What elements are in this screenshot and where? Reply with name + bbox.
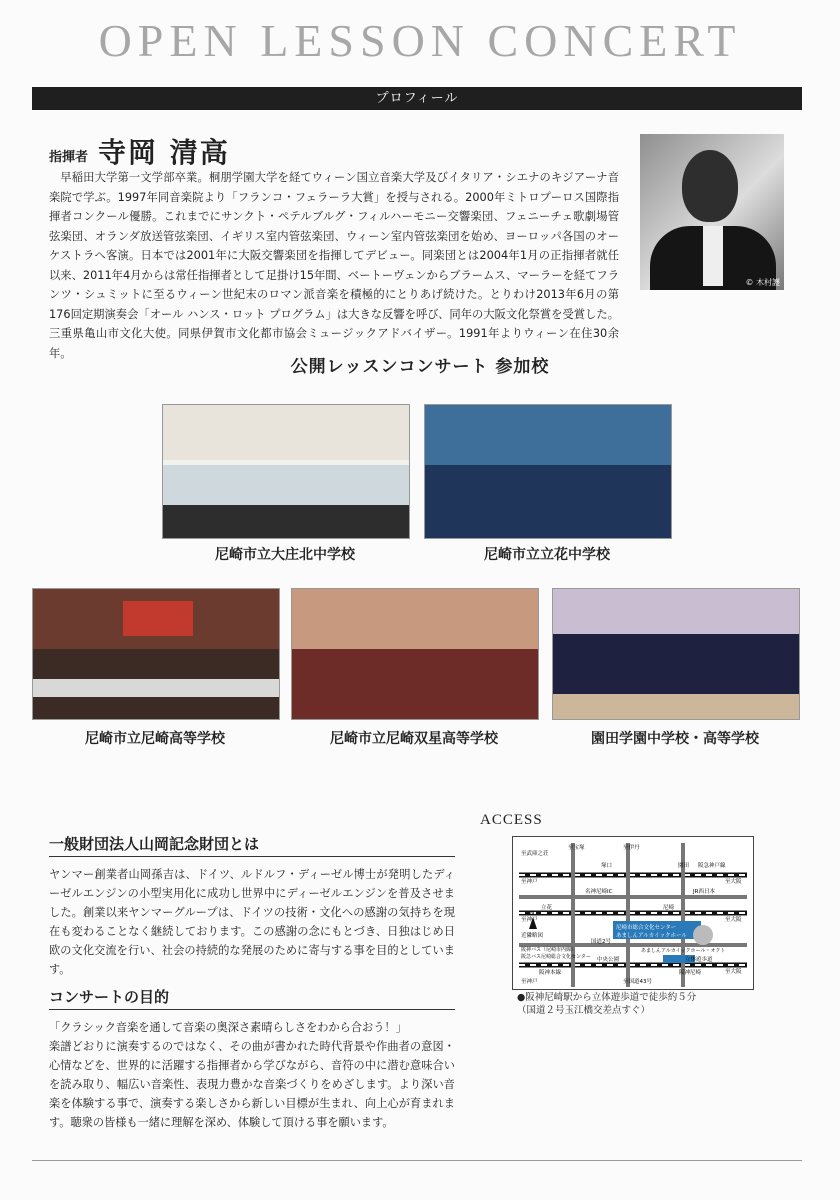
foundation-heading: 一般財団法人山岡記念財団とは: [49, 835, 260, 853]
school-photo-4: [291, 588, 539, 720]
map-pedestrian: 立体遊歩道: [685, 957, 713, 963]
school-caption-2: 尼崎市立立花中学校: [484, 547, 610, 563]
map-venue-2: あましんアルカイックホール: [616, 933, 687, 939]
photo-credit: © 木村護: [745, 278, 780, 287]
map-tachibana: 立花: [541, 905, 553, 911]
school-caption-3: 尼崎市立尼崎高等学校: [85, 731, 225, 747]
conductor-role: 指揮者: [49, 150, 89, 165]
conductor-portrait: [640, 134, 784, 290]
access-label: ACCESS: [480, 812, 543, 828]
school-caption-5: 園田学園中学校・高等学校: [591, 731, 759, 747]
map-hankyu: 阪急神戸線: [698, 863, 726, 869]
map-hanshin: 阪神本線: [539, 970, 562, 976]
venue-circle: [693, 925, 713, 945]
map-to-kobe-3: 至神戸: [521, 979, 538, 985]
school-photo-3: [32, 588, 280, 720]
school-photo-1: [162, 404, 410, 539]
map-jr: JR西日本: [693, 889, 715, 895]
school-photo-5: [552, 588, 800, 720]
map-route43: 至国道43号: [623, 979, 652, 985]
profile-section-bar: プロフィール: [32, 87, 802, 110]
schools-heading: 公開レッスンコンサート 参加校: [290, 357, 550, 377]
portrait-shirt: [703, 226, 723, 286]
map-venue-1: 尼崎市総合文化センター: [616, 925, 677, 931]
purpose-quote: 「クラシック音楽を通して音楽の奥深さ素晴らしさをわから合おう！」: [49, 1021, 407, 1034]
map-to-takarazuka: 至宝塚: [568, 845, 585, 851]
map-to-itami: 至伊丹: [623, 845, 640, 851]
access-note: [517, 991, 696, 1017]
foundation-rule: [49, 856, 455, 857]
map-hanshin-amagasaki: 阪神尼崎: [679, 970, 702, 976]
foundation-text: ヤンマー創業者山岡孫吉は、ドイツ、ルドルフ・ディーゼル博士が発明したディーゼルエンジンの小型実用化に成功し世界中にディーゼルエンジンを普及させました。創業以来ヤンマーグループは、ドイツの技術・文化への感謝の気持ちを現在も変わることなく継続しております。この感謝の念にもとづき、日独はじめ日欧の文化交流を行い、社会の持続的な発展のために寄与する事を目的としています。: [49, 868, 455, 976]
map-meishin: 名神尼崎IC: [585, 889, 613, 895]
school-photo-2: [424, 404, 672, 539]
map-to-kobe-1: 至神戸: [521, 879, 538, 885]
map-bus-2: 阪急バス尼崎総合文化センター: [521, 954, 591, 960]
page-title: OPEN LESSON CONCERT: [98, 15, 742, 66]
map-bus-1: 阪神バス（尼崎市内線）: [521, 947, 577, 953]
access-note-2: （国道２号玉江橋交差点すぐ）: [517, 1005, 651, 1016]
bottom-rule: [32, 1160, 802, 1161]
portrait-head: [682, 150, 738, 222]
map-to-osaka-2: 至大阪: [725, 917, 742, 923]
map-north: N: [530, 910, 535, 917]
access-map-svg: [513, 837, 753, 989]
map-route2: 国道2号: [591, 939, 611, 945]
map-to-osaka-3: 至大阪: [725, 969, 742, 975]
map-amagasaki: 尼崎: [663, 905, 675, 911]
purpose-heading: コンサートの目的: [49, 988, 170, 1006]
conductor-bio: 早稲田大学第一文学部卒業。桐朋学園大学を経てウィーン国立音楽大学及びイタリア・シエナのキジアーナ音楽院で学ぶ。1997年同音楽院より「フランコ・フェラーラ大賞」を授与される。2000年ミトロプーロス国際指揮者コンクール優勝。これまでにサンクト・ペテルブルグ・フィルハーモニー交響楽団、フェニーチェ歌劇場管弦楽団、オランダ放送管弦楽団、イギリス室内管弦楽団、ウィーン室内管弦楽団を始め、ヨーロッパ各国のオーケストラへ客演。日本では2001年に大阪交響楽団を指揮してデビュー。同楽団とは2004年1月の正指揮者就任以来、2011年4月からは常任指揮者として足掛け15年間、ベートーヴェンからブラームス、マーラーを経てフランツ・シュミットに至るウィーン世紀末のロマン派音楽を積極的にとりあげ続けた。とりわけ2013年6月の第176回定期演奏会「オール ハンス・ロット プログラム」は大きな反響を呼び、同年の大阪文化祭賞を受賞した。三重県亀山市文化大使。同県伊賀市文化都市協会ミュージックアドバイザー。1991年よりウィーン在住30余年。: [49, 171, 619, 360]
map-tsukaguchi: 塚口: [601, 863, 613, 869]
school-caption-1: 尼崎市立大庄北中学校: [215, 547, 355, 563]
map-kinrin: 近隣略図: [521, 933, 544, 939]
map-to-osaka-1: 至大阪: [725, 879, 742, 885]
map-sonoda: 園田: [678, 863, 690, 869]
purpose-text: 楽譜どおりに演奏するのではなく、その曲が書かれた時代背景や作曲者の意図・心情などを、世界的に活躍する指揮者から学びながら、音符の中に潜む意味合いを読み取り、幅広い音楽性、表現力豊かな音楽づくりをめざします。より深い音楽を体験する事で、演奏する楽しさから新しい目標が生まれ、向上心が育まれます。聴衆の皆様も一緒に理解を深め、体験して頂ける事を願います。: [49, 1040, 455, 1129]
access-note-1: ●阪神尼崎駅から立体遊歩道で徒歩約５分: [517, 992, 697, 1003]
map-to-mukonosou: 至武庫之荘: [521, 851, 549, 857]
access-map: [512, 836, 754, 990]
map-venue-3: あましんアルカイックホール・オクト: [641, 948, 726, 954]
conductor-name: 寺岡 清高: [98, 136, 230, 169]
school-caption-4: 尼崎市立尼崎双星高等学校: [330, 731, 498, 747]
map-to-kobe-2: 至神戸: [521, 917, 538, 923]
purpose-rule: [49, 1009, 455, 1010]
map-central-park: 中央公園: [597, 957, 620, 963]
